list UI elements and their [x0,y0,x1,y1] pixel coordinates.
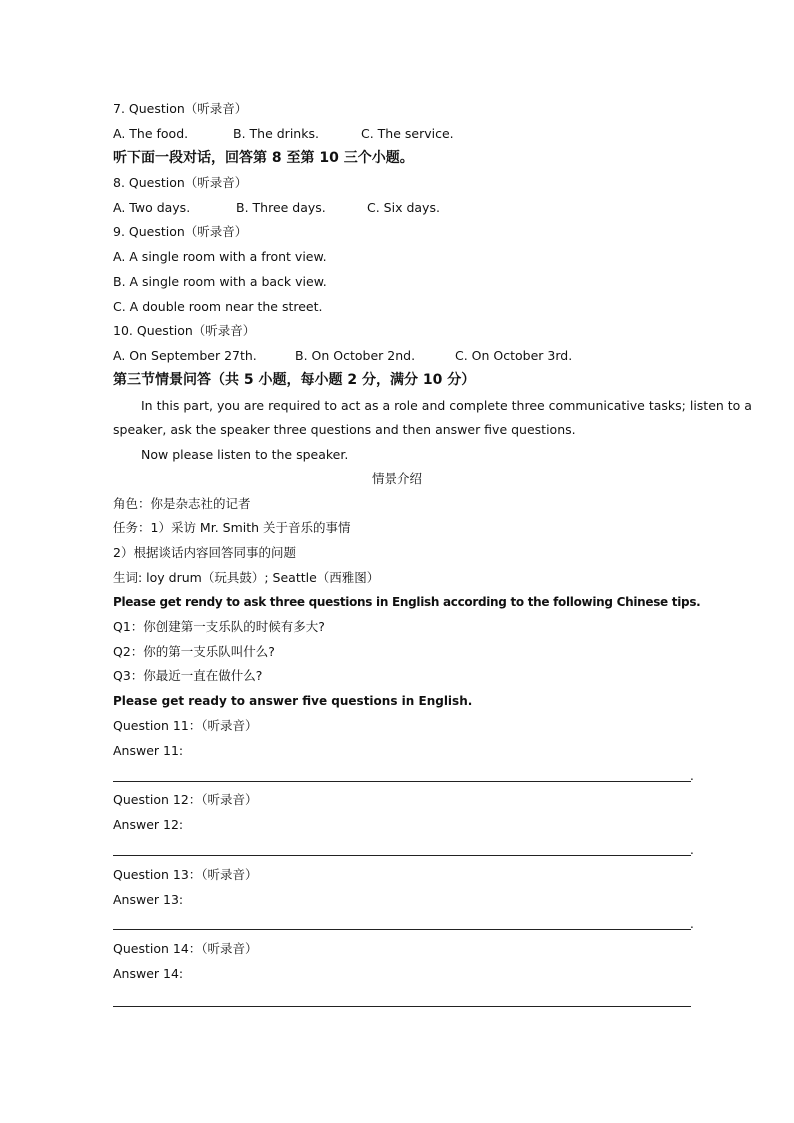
answer-13-period: . [690,917,694,931]
answer-14-label: Answer 14: [113,966,184,981]
question-8-label: 8. Question（听录音） [113,175,248,190]
scene-title: 情景介绍 [371,471,422,486]
tip-q2: Q2：你的第一支乐队叫什么? [113,644,275,659]
question-10-label: 10. Question（听录音） [113,323,256,338]
vocab-text: 生词: loy drum（玩具鼓）; Seattle（西雅图） [113,570,380,585]
option-c: C. A double room near the street. [113,299,323,314]
task-1-text: 任务：1）采访 Mr. Smith 关于音乐的事情 [113,520,351,535]
option-a: A. On September 27th. [113,348,257,363]
ask-instruction: Please get rendy to ask three questions in English according to the following Chinese tips. [113,595,701,609]
role-text: 角色：你是杂志社的记者 [113,496,251,511]
section-3-heading: 第三节情景问答（共 5 小题，每小题 2 分，满分 10 分） [113,372,476,388]
answer-13-label: Answer 13: [113,892,184,907]
option-c: C. Six days. [367,200,440,215]
question-11-label: Question 11：（听录音） [113,718,258,733]
tip-q3: Q3：你最近一直在做什么? [113,668,263,683]
question-12-label: Question 12：（听录音） [113,792,258,807]
answer-instruction: Please get ready to answer five questions in English. [113,694,473,708]
answer-11-field[interactable] [113,781,691,782]
option-c: C. On October 3rd. [455,348,573,363]
listen-instruction: Now please listen to the speaker. [141,447,349,462]
option-a: A. A single room with a front view. [113,249,327,264]
answer-11-label: Answer 11: [113,743,184,758]
intro-line-1: In this part, you are required to act as a role and complete three communicative tasks; listen to a [141,398,752,413]
answer-12-period: . [690,843,694,857]
option-c: C. The service. [361,126,454,141]
option-a: A. Two days. [113,200,191,215]
option-b: B. The drinks. [233,126,319,141]
option-b: B. A single room with a back view. [113,274,327,289]
tip-q1: Q1：你创建第一支乐队的时候有多大? [113,619,325,634]
question-14-label: Question 14：（听录音） [113,941,258,956]
question-7-label: 7. Question（听录音） [113,101,248,116]
answer-13-field[interactable] [113,929,691,930]
answer-12-field[interactable] [113,855,691,856]
section-heading-8-10: 听下面一段对话，回答第 8 至第 10 三个小题。 [113,150,414,166]
question-9-label: 9. Question（听录音） [113,224,248,239]
question-13-label: Question 13：（听录音） [113,867,258,882]
answer-14-field[interactable] [113,1006,691,1007]
option-b: B. Three days. [236,200,326,215]
task-2-text: 2）根据谈话内容回答同事的问题 [113,545,296,560]
answer-11-period: . [690,769,694,783]
option-a: A. The food. [113,126,189,141]
option-b: B. On October 2nd. [295,348,416,363]
intro-line-2: speaker, ask the speaker three questions and then answer five questions. [113,422,576,437]
answer-12-label: Answer 12: [113,817,184,832]
